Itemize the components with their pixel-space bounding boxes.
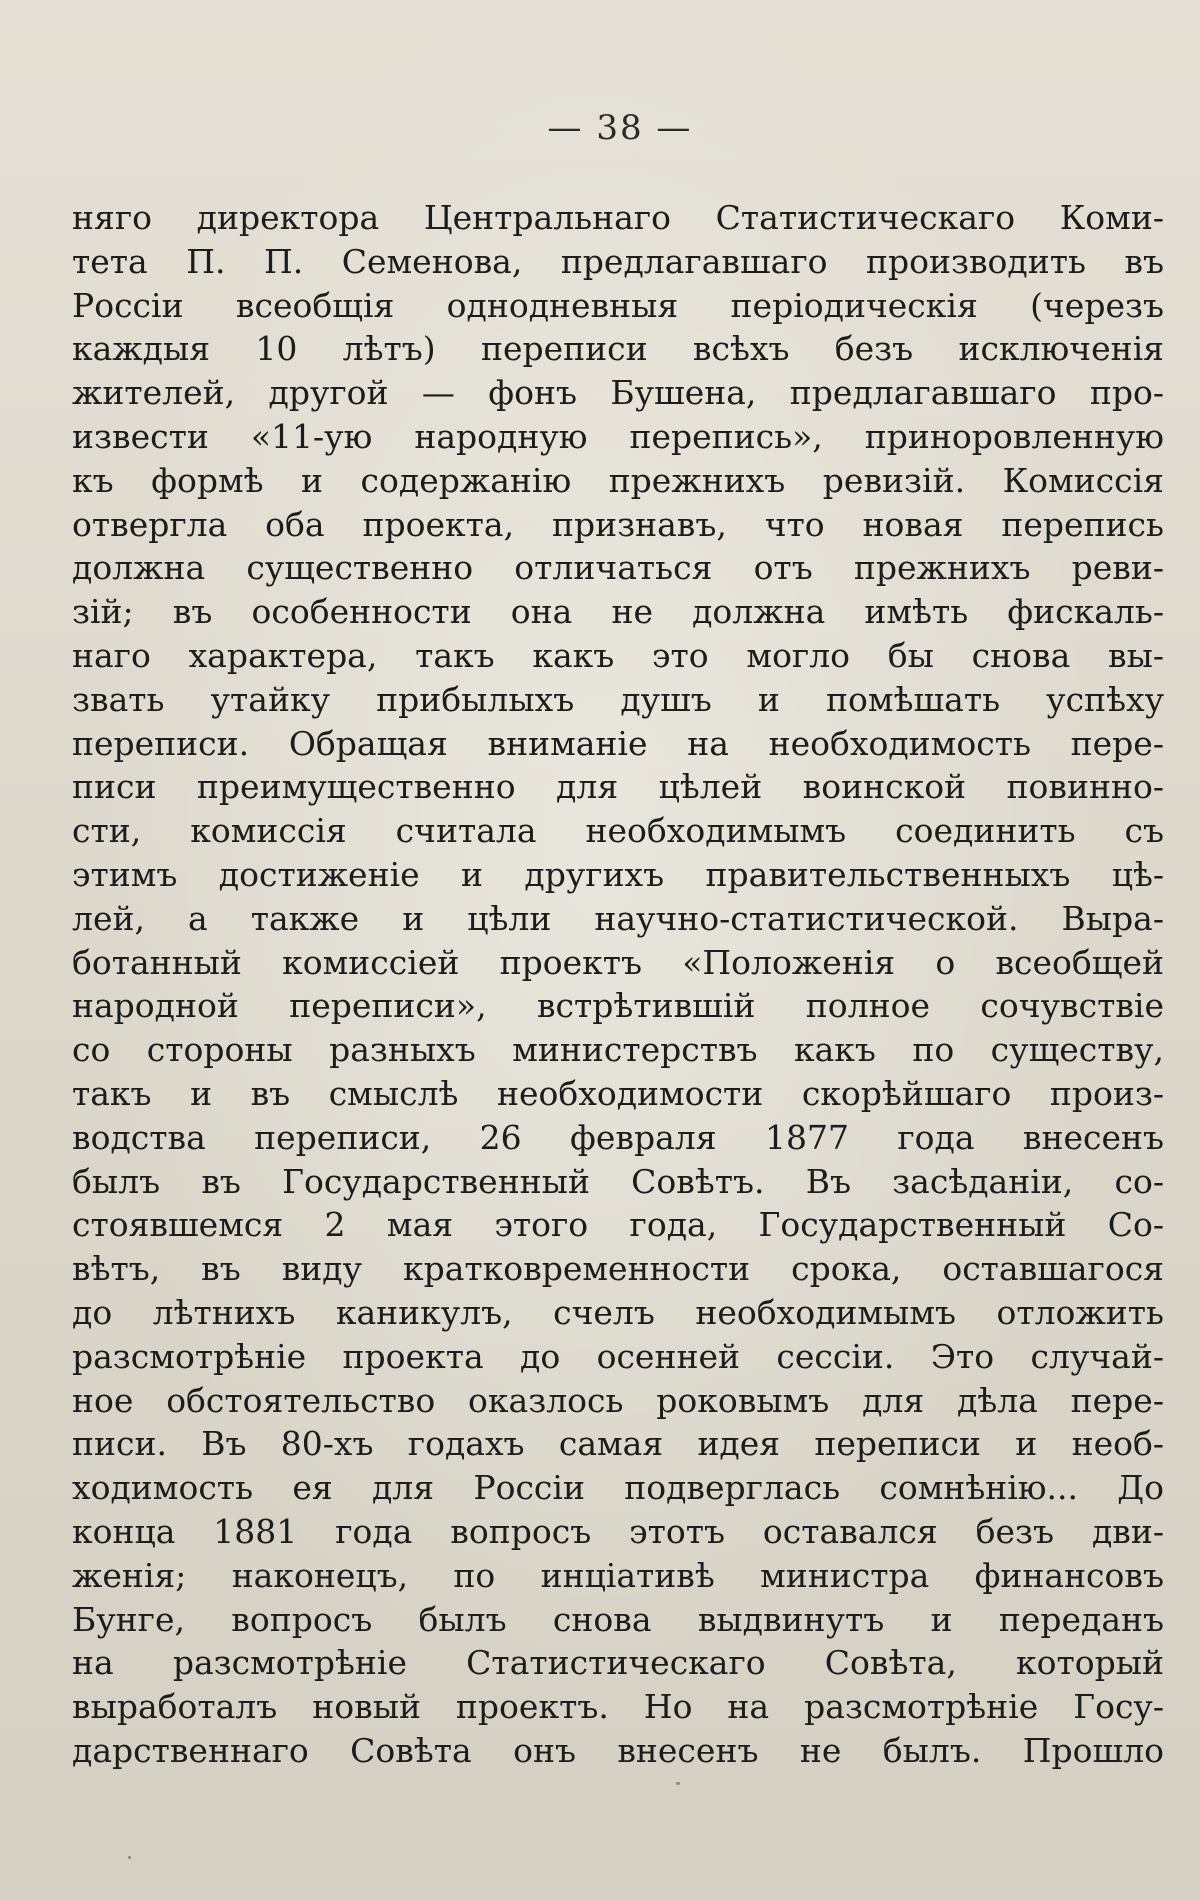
- page-number: — 38 —: [547, 108, 693, 148]
- text-line: Россіи всеобщія однодневныя періодическія (черезъ: [72, 285, 1164, 325]
- body-text: [72, 196, 1164, 1773]
- text-line: писи. Въ 80-хъ годахъ самая идея переписи и необ-: [72, 1424, 1164, 1464]
- text-line: къ формѣ и содержанію прежнихъ ревизій. Комиссія: [72, 460, 1164, 500]
- text-line: женія; наконецъ, по инціативѣ министра финансовъ: [72, 1555, 1164, 1595]
- text-line: жителей, другой — фонъ Бушена, предлагавшаго про-: [72, 373, 1164, 413]
- text-line: вѣтъ, въ виду кратковременности срока, оставшагося: [72, 1249, 1164, 1289]
- text-line: лей, а также и цѣли научно-статистической. Выра-: [72, 898, 1164, 938]
- text-line: народной переписи», встрѣтившій полное сочувствіе: [72, 986, 1164, 1026]
- text-line: выработалъ новый проектъ. Но на разсмотрѣніе Госу-: [72, 1687, 1164, 1727]
- text-line: до лѣтнихъ каникулъ, счелъ необходимымъ отложить: [72, 1292, 1164, 1332]
- text-line: конца 1881 года вопросъ этотъ оставался безъ дви-: [72, 1511, 1164, 1551]
- text-line: писи преимущественно для цѣлей воинской повинно-: [72, 767, 1164, 807]
- text-line: извести «11-ую народную перепись», приноровленную: [72, 416, 1164, 456]
- text-line: наго характера, такъ какъ это могло бы снова вы-: [72, 635, 1164, 675]
- text-line: былъ въ Государственный Совѣтъ. Въ засѣданіи, со-: [72, 1161, 1164, 1201]
- text-line: каждыя 10 лѣтъ) переписи всѣхъ безъ исключенія: [72, 329, 1164, 369]
- text-line: тета П. П. Семенова, предлагавшаго производить въ: [72, 241, 1164, 281]
- text-line: должна существенно отличаться отъ прежнихъ реви-: [72, 548, 1164, 588]
- text-line: на разсмотрѣніе Статистическаго Совѣта, который: [72, 1643, 1164, 1683]
- text-line: такъ и въ смыслѣ необходимости скорѣйшаго произ-: [72, 1073, 1164, 1113]
- text-line: разсмотрѣніе проекта до осенней сессіи. Это случай-: [72, 1336, 1164, 1376]
- text-line: сти, комиссія считала необходимымъ соединить съ: [72, 811, 1164, 851]
- text-line: этимъ достиженіе и другихъ правительственныхъ цѣ-: [72, 854, 1164, 894]
- text-line: Бунге, вопросъ былъ снова выдвинутъ и переданъ: [72, 1599, 1164, 1639]
- text-line: ходимость ея для Россіи подверглась сомнѣнію... До: [72, 1468, 1164, 1508]
- text-line: стоявшемся 2 мая этого года, Государственный Со-: [72, 1205, 1164, 1245]
- text-line: водства переписи, 26 февраля 1877 года внесенъ: [72, 1117, 1164, 1157]
- text-line: няго директора Центральнаго Статистическаго Коми-: [72, 198, 1164, 237]
- print-speck: [128, 1856, 131, 1859]
- text-line: отвергла оба проекта, признавъ, что новая перепись: [72, 504, 1164, 544]
- text-line: со стороны разныхъ министерствъ какъ по существу,: [72, 1030, 1164, 1070]
- text-line: зій; въ особенности она не должна имѣть фискаль-: [72, 592, 1164, 632]
- text-line: переписи. Обращая вниманіе на необходимость пере-: [72, 723, 1164, 763]
- text-line: звать утайку прибылыхъ душъ и помѣшать успѣху: [72, 679, 1164, 719]
- text-line: ботанный комиссіей проектъ «Положенія о всеобщей: [72, 942, 1164, 982]
- print-speck: [676, 1782, 680, 1785]
- text-line: ное обстоятельство оказлось роковымъ для дѣла пере-: [72, 1380, 1164, 1420]
- text-line: дарственнаго Совѣта онъ внесенъ не былъ. Прошло: [72, 1730, 1164, 1770]
